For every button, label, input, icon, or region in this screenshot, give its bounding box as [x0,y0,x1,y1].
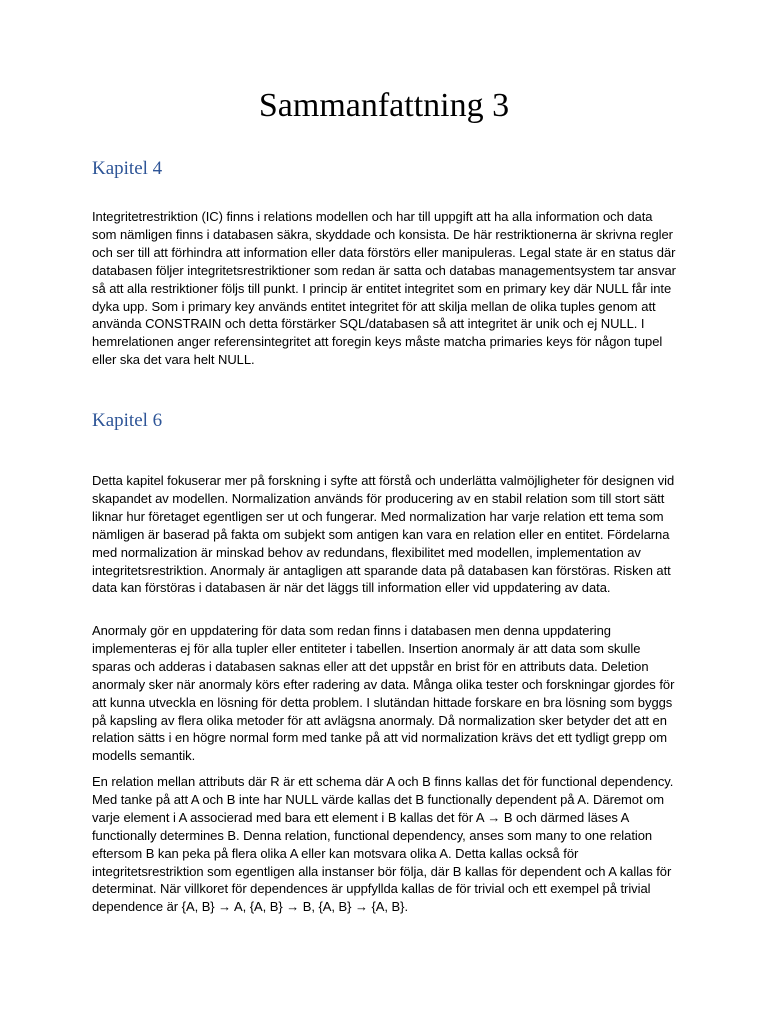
section-heading-kapitel-6: Kapitel 6 [92,410,163,431]
kapitel-4-paragraph-1: Integritetrestriktion (IC) finns i relations modellen och har till uppgift att ha alla information och data som nämligen finns i databasen säkra, skyddade och konsista. De här restriktionerna är skrivna regler och ser till att förhindra att information eller data förstörs eller manipuleras. Legal state är en status där databasen följer integritetsrestriktioner som redan är satta och databas managementsystem tar ansvar så att alla restriktioner följs till punkt. I princip är entitet integritet som en primary key där NULL får inte dyka upp. Som i primary key används entitet integritet för att skilja mellan de olika tuples genom att använda CONSTRAIN och detta förstärker SQL/databasen så att integritet är unik och ej NULL. I hemrelationen anger referensintegritet att foregin keys måste matcha primaries keys för någon tupel eller ska det vara helt NULL. [92,209,676,368]
document-title: Sammanfattning 3 [258,87,510,124]
kapitel-6-paragraph-3: En relation mellan attributs där R är ett schema där A och B finns kallas det för functional dependency. Med tanke på att A och B inte har NULL värde kallas det B functionally dependent på A. Däremot om varje element i A associerad med bara ett element i B kallas det för A → B och därmed läses A functionally determines B. Denna relation, functional dependency, anses som many to one relation eftersom B kan peka på flera olika A eller kan motsvara olika A. Detta kallas också för integritetsrestriktion som egentligen alla instanser bör följa, där B kallas för dependent och A kallas för determinat. När villkoret för dependences är uppfyllda kallas de för trivial och ett exempel på trivial dependence är {A, B} → A, {A, B} → B, {A, B} → {A, B}. [92,774,674,915]
kapitel-6-paragraph-2: Anormaly gör en uppdatering för data som redan finns i databasen men denna uppdatering implementeras ej för alla tupler eller entiteter i tabellen. Insertion anormaly är att data som skulle sparas och adderas i databasen saknas eller att det uppstår en brist för en attributs data. Deletion anormaly sker när anormaly körs efter radering av data. Många olika tester och forskningar gjordes för att kunna utveckla en lösning för detta problem. I slutändan hittade forskare en bra lösning som byggs på kapsling av flera olika metoder för att avlägsna anormaly. Då normalization sker betyder det att en relation sätts i en högre normal form med tanke på att vid normalization krävs det ett tydligt grepp om modells semantik. [92,623,675,764]
kapitel-6-paragraph-1: Detta kapitel fokuserar mer på forskning i syfte att förstå och underlätta valmöjligheter för designen vid skapandet av modellen. Normalization används för producering av en stabil relation som till stort sätt liknar hur företaget egentligen ser ut och fungerar. Med normalization har varje relation ett tema som nämligen är baserad på fakta om subjekt som antigen kan vara en relation eller en entitet. Fördelarna med normalization är minskad behov av redundans, flexibilitet med modellen, implementation av integritetsrestriktion. Anormaly är antagligen att sparande data på databasen kan förstöras. Risken att data kan förstöras i databasen är när det läggs till information eller vid uppdatering av data. [92,473,675,596]
section-heading-kapitel-4: Kapitel 4 [92,158,163,179]
